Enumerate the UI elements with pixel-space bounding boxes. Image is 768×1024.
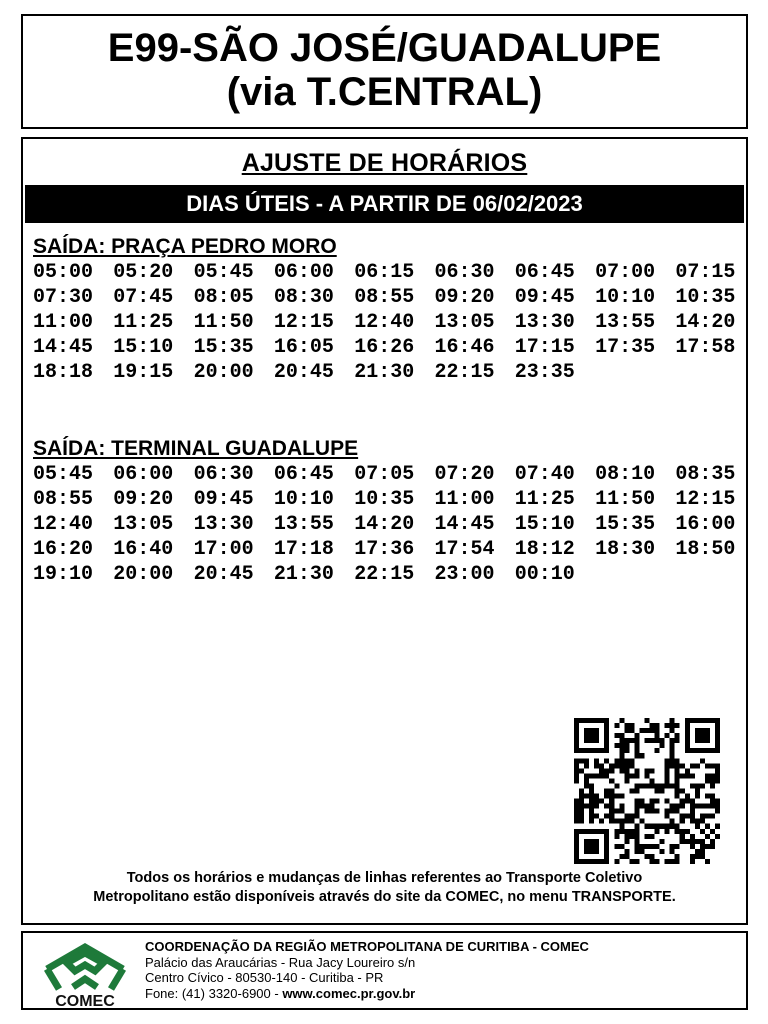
departure-time: 14:20	[675, 311, 736, 334]
departure-time: 11:50	[595, 488, 656, 511]
notice-line-1: Todos os horários e mudanças de linhas referentes ao Transporte Coletivo	[126, 870, 643, 886]
comec-logo-icon	[37, 939, 133, 995]
departure-time: 12:15	[675, 488, 736, 511]
departure-time: 07:00	[595, 261, 656, 284]
departure-time: 08:35	[675, 463, 736, 486]
departure-time: 16:46	[434, 336, 495, 359]
departure-time: 08:05	[193, 286, 254, 309]
departure-time: 08:55	[33, 488, 94, 511]
departure-time: 16:40	[113, 538, 174, 561]
departure-time: 14:45	[434, 513, 495, 536]
departure-time: 05:00	[33, 261, 94, 284]
departure-time: 05:45	[33, 463, 94, 486]
departure-time: 20:00	[113, 563, 174, 586]
notice-line-2: Metropolitano estão disponíveis através do site da COMEC, no menu TRANSPORTE.	[93, 889, 676, 905]
departure-time: 00:10	[514, 563, 575, 586]
date-banner: DIAS ÚTEIS - A PARTIR DE 06/02/2023	[25, 185, 744, 223]
departure-time: 11:25	[514, 488, 575, 511]
departure-time: 06:00	[113, 463, 174, 486]
departure-time: 10:35	[675, 286, 736, 309]
departure-time: 10:35	[354, 488, 415, 511]
address-line-1: Palácio das Araucárias - Rua Jacy Loureiro s/n	[145, 954, 416, 970]
departure-time: 06:45	[273, 463, 334, 486]
departure-time: 16:20	[33, 538, 94, 561]
departure-time: 08:30	[273, 286, 334, 309]
departure-time: 13:05	[113, 513, 174, 536]
departure-time: 22:15	[354, 563, 415, 586]
departure-time: 13:05	[434, 311, 495, 334]
departure-time: 17:54	[434, 538, 495, 561]
departure-time: 13:30	[514, 311, 575, 334]
departure-time: 17:15	[514, 336, 575, 359]
departure-time: 07:45	[113, 286, 174, 309]
departure-time: 09:20	[434, 286, 495, 309]
departure-time: 13:30	[193, 513, 254, 536]
logo-text: COMEC	[55, 993, 115, 1010]
address-line-2: Centro Cívico - 80530-140 - Curitiba - PR	[145, 970, 384, 985]
departure-time: 18:50	[675, 538, 736, 561]
website-link[interactable]: www.comec.pr.gov.br	[282, 985, 416, 1001]
departure-time: 10:10	[595, 286, 656, 309]
departure-time: 23:00	[434, 563, 495, 586]
section-title-terminal-guadalupe: SAÍDA: TERMINAL GUADALUPE	[33, 437, 359, 460]
departure-time: 07:20	[434, 463, 495, 486]
departure-time: 23:35	[514, 361, 575, 384]
departure-time: 07:30	[33, 286, 94, 309]
departure-time: 18:30	[595, 538, 656, 561]
departure-time: 09:45	[514, 286, 575, 309]
departure-time: 16:05	[273, 336, 334, 359]
departure-time: 17:18	[273, 538, 334, 561]
departure-time: 06:00	[273, 261, 334, 284]
departure-time: 09:20	[113, 488, 174, 511]
departure-time: 18:18	[33, 361, 94, 384]
qr-code-icon[interactable]	[569, 718, 725, 864]
departure-time: 15:10	[514, 513, 575, 536]
route-subtitle: (via T.CENTRAL)	[226, 70, 543, 114]
departure-time: 08:55	[354, 286, 415, 309]
departure-time: 10:10	[273, 488, 334, 511]
title-box	[21, 14, 748, 129]
departure-time: 06:45	[514, 261, 575, 284]
org-name: COORDENAÇÃO DA REGIÃO METROPOLITANA DE CURITIBA - COMEC	[145, 939, 589, 954]
departure-time: 12:40	[354, 311, 415, 334]
departure-time: 18:12	[514, 538, 575, 561]
departure-time: 11:25	[113, 311, 174, 334]
departure-time: 17:36	[354, 538, 415, 561]
org-info	[145, 939, 589, 1001]
departure-time: 14:45	[33, 336, 94, 359]
departure-time: 21:30	[354, 361, 415, 384]
departure-time: 07:40	[514, 463, 575, 486]
comec-logo	[37, 939, 133, 1010]
route-title: E99-SÃO JOSÉ/GUADALUPE	[107, 26, 662, 70]
departure-time: 16:26	[354, 336, 415, 359]
departure-time: 15:35	[595, 513, 656, 536]
departure-time: 15:35	[193, 336, 254, 359]
departure-time: 06:30	[193, 463, 254, 486]
schedule-heading: AJUSTE DE HORÁRIOS	[241, 149, 528, 177]
departure-time: 17:58	[675, 336, 736, 359]
departure-time: 20:00	[193, 361, 254, 384]
departure-time: 05:20	[113, 261, 174, 284]
departure-time: 12:15	[273, 311, 334, 334]
departure-time: 11:00	[33, 311, 94, 334]
departure-time: 14:20	[354, 513, 415, 536]
departure-time: 06:30	[434, 261, 495, 284]
departure-time: 20:45	[273, 361, 334, 384]
departure-time: 19:15	[113, 361, 174, 384]
departure-time: 17:35	[595, 336, 656, 359]
times-grid-terminal-guadalupe	[33, 462, 739, 587]
departure-time: 08:10	[595, 463, 656, 486]
departure-time: 07:05	[354, 463, 415, 486]
departure-time: 07:15	[675, 261, 736, 284]
departure-time: 11:50	[193, 311, 254, 334]
departure-time: 22:15	[434, 361, 495, 384]
schedule-panel	[21, 137, 748, 925]
departure-time: 13:55	[273, 513, 334, 536]
departure-time: 17:00	[193, 538, 254, 561]
footer	[21, 931, 748, 1010]
departure-time: 12:40	[33, 513, 94, 536]
departure-time: 11:00	[434, 488, 495, 511]
departure-time: 15:10	[113, 336, 174, 359]
departure-time: 16:00	[675, 513, 736, 536]
phone: Fone: (41) 3320-6900 -	[145, 985, 283, 1001]
times-grid-praca-pedro-moro	[33, 260, 739, 385]
departure-time: 09:45	[193, 488, 254, 511]
departure-time: 19:10	[33, 563, 94, 586]
departure-time: 20:45	[193, 563, 254, 586]
departure-time: 06:15	[354, 261, 415, 284]
departure-time: 05:45	[193, 261, 254, 284]
contact-line	[145, 986, 589, 1002]
section-title-praca-pedro-moro: SAÍDA: PRAÇA PEDRO MORO	[33, 235, 337, 258]
departure-time: 21:30	[273, 563, 334, 586]
departure-time: 13:55	[595, 311, 656, 334]
notice-text	[23, 869, 746, 907]
